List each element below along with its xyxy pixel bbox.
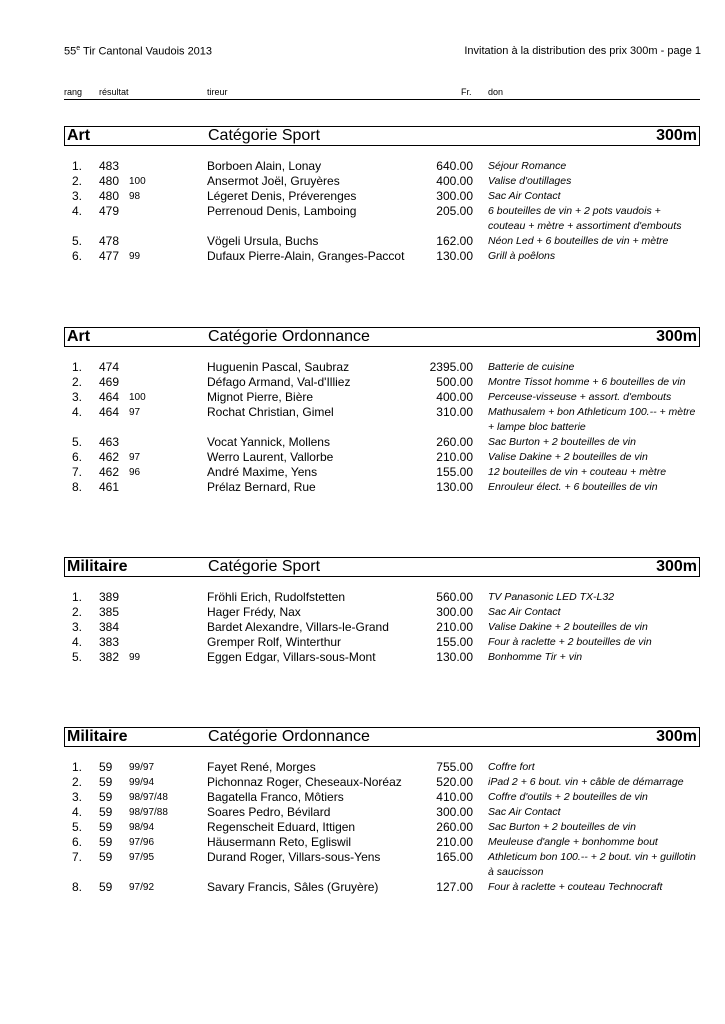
section-title-t2: Catégorie Ordonnance — [208, 328, 370, 345]
cell-sub: 97 — [129, 407, 141, 418]
cell-res: 477 — [99, 249, 120, 263]
cell-rank: 5. — [71, 820, 82, 834]
cell-fr: 127.00 — [436, 880, 473, 894]
cell-don: Bonhomme Tir + vin — [488, 651, 583, 663]
cell-don: Enrouleur élect. + 6 bouteilles de vin — [488, 481, 658, 493]
cell-sub: 100 — [129, 176, 146, 187]
cell-rank: 5. — [71, 234, 82, 248]
cell-res: 59 — [99, 805, 113, 819]
cell-sub: 99 — [129, 652, 141, 663]
section — [64, 557, 700, 664]
cell-res: 480 — [99, 189, 120, 203]
column-headers — [64, 87, 700, 100]
cell-sub: 99/94 — [129, 777, 155, 788]
cell-name: Gremper Rolf, Winterthur — [207, 635, 342, 649]
cell-sub: 99 — [129, 251, 141, 262]
section-title-t3: 300m — [656, 328, 697, 345]
cell-fr: 162.00 — [436, 234, 473, 248]
cell-name: Légeret Denis, Préverenges — [207, 189, 357, 203]
cell-don: Valise Dakine + 2 bouteilles de vin — [488, 451, 648, 463]
cell-res: 59 — [99, 775, 113, 789]
col-resultat: résultat — [99, 87, 129, 97]
cell-fr: 300.00 — [436, 605, 473, 619]
cell-rank: 2. — [71, 775, 82, 789]
cell-rank: 4. — [71, 805, 82, 819]
section-title-t3: 300m — [656, 728, 697, 745]
cell-res: 59 — [99, 835, 113, 849]
cell-res: 479 — [99, 204, 120, 218]
section-title-t1: Art — [67, 328, 91, 345]
cell-rank: 7. — [71, 465, 82, 479]
cell-rank: 7. — [71, 850, 82, 864]
cell-fr: 400.00 — [436, 174, 473, 188]
cell-don: Valise d'outillages — [488, 175, 572, 187]
cell-name: Mignot Pierre, Bière — [207, 390, 314, 404]
cell-res: 59 — [99, 820, 113, 834]
cell-don: Séjour Romance — [488, 160, 567, 172]
cell-name: Défago Armand, Val-d'Illiez — [207, 375, 351, 389]
section-title — [64, 727, 700, 747]
cell-sub: 99/97 — [129, 762, 155, 773]
cell-name: Eggen Edgar, Villars-sous-Mont — [207, 650, 376, 664]
cell-res: 385 — [99, 605, 120, 619]
cell-sub: 98 — [129, 191, 141, 202]
cell-don: Coffre d'outils + 2 bouteilles de vin — [488, 791, 648, 803]
section-title-t2: Catégorie Sport — [208, 558, 321, 575]
cell-don: Four à raclette + couteau Technocraft — [488, 881, 663, 893]
cell-fr: 300.00 — [436, 805, 473, 819]
col-rang: rang — [64, 87, 83, 97]
cell-fr: 640.00 — [436, 159, 473, 173]
cell-fr: 260.00 — [436, 435, 473, 449]
col-tireur: tireur — [207, 87, 228, 97]
cell-name: Dufaux Pierre-Alain, Granges-Paccot — [207, 249, 405, 263]
cell-name: Fayet René, Morges — [207, 760, 316, 774]
cell-name: Ansermot Joël, Gruyères — [207, 174, 340, 188]
cell-res: 483 — [99, 159, 120, 173]
cell-name: Bagatella Franco, Môtiers — [207, 790, 344, 804]
cell-res: 469 — [99, 375, 120, 389]
cell-rank: 6. — [71, 249, 82, 263]
section — [64, 727, 700, 894]
cell-fr: 520.00 — [436, 775, 473, 789]
cell-res: 59 — [99, 880, 113, 894]
cell-rank: 5. — [71, 435, 82, 449]
cell-res: 461 — [99, 480, 120, 494]
cell-sub: 96 — [129, 467, 141, 478]
cell-fr: 130.00 — [436, 480, 473, 494]
cell-don: Batterie de cuisine — [488, 361, 575, 373]
cell-don: Meuleuse d'angle + bonhomme bout — [488, 836, 658, 848]
cell-rank: 3. — [71, 620, 82, 634]
cell-don: Valise Dakine + 2 bouteilles de vin — [488, 621, 648, 633]
cell-res: 59 — [99, 790, 113, 804]
cell-name: Häusermann Reto, Egliswil — [207, 835, 352, 849]
cell-rank: 4. — [71, 405, 82, 419]
cell-rank: 8. — [71, 880, 82, 894]
cell-res: 464 — [99, 405, 120, 419]
cell-name: Savary Francis, Sâles (Gruyère) — [207, 880, 379, 894]
cell-sub: 97/96 — [129, 837, 155, 848]
cell-fr: 400.00 — [436, 390, 473, 404]
cell-don: Grill à poêlons — [488, 250, 556, 262]
cell-name: Rochat Christian, Gimel — [207, 405, 334, 419]
section — [64, 126, 700, 263]
section-title-t2: Catégorie Ordonnance — [208, 728, 370, 745]
cell-rank: 1. — [71, 760, 82, 774]
cell-fr: 155.00 — [436, 465, 473, 479]
cell-name: Bardet Alexandre, Villars-le-Grand — [207, 620, 389, 634]
cell-rank: 4. — [71, 204, 82, 218]
cell-sub: 97/95 — [129, 852, 155, 863]
cell-fr: 300.00 — [436, 189, 473, 203]
cell-res: 389 — [99, 590, 120, 604]
cell-res: 462 — [99, 465, 120, 479]
cell-rank: 4. — [71, 635, 82, 649]
section-title-t1: Militaire — [67, 728, 128, 745]
cell-rank: 6. — [71, 835, 82, 849]
cell-rank: 5. — [71, 650, 82, 664]
section-title — [64, 126, 700, 146]
cell-name: Hager Frédy, Nax — [207, 605, 301, 619]
section-title-t2: Catégorie Sport — [208, 127, 321, 144]
cell-don: iPad 2 + 6 bout. vin + câble de démarrage — [488, 776, 684, 788]
cell-name: Pichonnaz Roger, Cheseaux-Noréaz — [207, 775, 402, 789]
cell-don: Coffre fort — [488, 761, 535, 773]
cell-res: 480 — [99, 174, 120, 188]
cell-rank: 2. — [71, 605, 82, 619]
cell-sub: 97 — [129, 452, 141, 463]
cell-fr: 165.00 — [436, 850, 473, 864]
cell-fr: 500.00 — [436, 375, 473, 389]
cell-sub: 97/92 — [129, 882, 155, 893]
cell-name: Perrenoud Denis, Lamboing — [207, 204, 357, 218]
cell-res: 464 — [99, 390, 120, 404]
cell-fr: 560.00 — [436, 590, 473, 604]
cell-don: Sac Burton + 2 bouteilles de vin — [488, 436, 636, 448]
section-title — [64, 557, 700, 577]
section-title-t1: Art — [67, 127, 91, 144]
cell-rank: 2. — [71, 174, 82, 188]
section-title — [64, 327, 700, 347]
cell-res: 474 — [99, 360, 120, 374]
cell-name: Durand Roger, Villars-sous-Yens — [207, 850, 381, 864]
cell-don: Montre Tissot homme + 6 bouteilles de vin — [488, 376, 686, 388]
cell-sub: 98/94 — [129, 822, 155, 833]
col-don: don — [488, 87, 504, 97]
cell-don: Mathusalem + bon Athleticum 100.-- + mètre + lampe bloc batterie — [488, 406, 696, 433]
cell-rank: 8. — [71, 480, 82, 494]
cell-name: Borboen Alain, Lonay — [207, 159, 322, 173]
cell-name: Werro Laurent, Vallorbe — [207, 450, 334, 464]
page-info: Invitation à la distribution des prix 300m - page 1 — [464, 45, 701, 57]
cell-fr: 755.00 — [436, 760, 473, 774]
cell-don: TV Panasonic LED TX-L32 — [488, 591, 615, 603]
cell-don: Néon Led + 6 bouteilles de vin + mètre — [488, 235, 669, 247]
cell-fr: 310.00 — [436, 405, 473, 419]
cell-res: 463 — [99, 435, 120, 449]
cell-rank: 3. — [71, 790, 82, 804]
cell-don: Perceuse-visseuse + assort. d'embouts — [488, 391, 672, 403]
section-title-t3: 300m — [656, 127, 697, 144]
cell-sub: 100 — [129, 392, 146, 403]
cell-rank: 1. — [71, 159, 82, 173]
cell-name: Vögeli Ursula, Buchs — [207, 234, 319, 248]
cell-res: 384 — [99, 620, 120, 634]
cell-don: Athleticum bon 100.-- + 2 bout. vin + guillotin à saucisson — [488, 851, 696, 878]
cell-rank: 6. — [71, 450, 82, 464]
cell-fr: 260.00 — [436, 820, 473, 834]
cell-fr: 155.00 — [436, 635, 473, 649]
cell-res: 382 — [99, 650, 120, 664]
cell-don: 12 bouteilles de vin + couteau + mètre — [488, 466, 667, 478]
section — [64, 327, 700, 494]
section-title-t1: Militaire — [67, 558, 128, 575]
cell-don: Sac Air Contact — [488, 606, 561, 618]
cell-don: Sac Air Contact — [488, 806, 561, 818]
cell-fr: 130.00 — [436, 249, 473, 263]
col-fr: Fr. — [461, 87, 472, 97]
cell-sub: 98/97/48 — [129, 792, 168, 803]
document-title: 55e Tir Cantonal Vaudois 2013 — [64, 45, 213, 58]
cell-name: Prélaz Bernard, Rue — [207, 480, 316, 494]
cell-rank: 2. — [71, 375, 82, 389]
cell-name: Fröhli Erich, Rudolfstetten — [207, 590, 346, 604]
cell-name: Soares Pedro, Bévilard — [207, 805, 331, 819]
cell-res: 383 — [99, 635, 120, 649]
cell-fr: 205.00 — [436, 204, 473, 218]
cell-fr: 2395.00 — [429, 360, 473, 374]
cell-sub: 98/97/88 — [129, 807, 168, 818]
cell-name: Regenscheit Eduard, Ittigen — [207, 820, 356, 834]
cell-rank: 3. — [71, 189, 82, 203]
cell-don: Sac Air Contact — [488, 190, 561, 202]
cell-rank: 1. — [71, 360, 82, 374]
cell-name: Huguenin Pascal, Saubraz — [207, 360, 350, 374]
cell-don: Four à raclette + 2 bouteilles de vin — [488, 636, 652, 648]
cell-fr: 210.00 — [436, 835, 473, 849]
cell-fr: 210.00 — [436, 450, 473, 464]
cell-don: Sac Burton + 2 bouteilles de vin — [488, 821, 636, 833]
section-title-t3: 300m — [656, 558, 697, 575]
cell-fr: 210.00 — [436, 620, 473, 634]
cell-rank: 1. — [71, 590, 82, 604]
cell-name: Vocat Yannick, Mollens — [207, 435, 330, 449]
cell-res: 59 — [99, 850, 113, 864]
cell-fr: 410.00 — [436, 790, 473, 804]
cell-res: 478 — [99, 234, 120, 248]
cell-res: 59 — [99, 760, 113, 774]
cell-name: André Maxime, Yens — [207, 465, 318, 479]
cell-fr: 130.00 — [436, 650, 473, 664]
cell-don: 6 bouteilles de vin + 2 pots vaudois + couteau + mètre + assortiment d'embouts — [488, 205, 682, 232]
cell-rank: 3. — [71, 390, 82, 404]
cell-res: 462 — [99, 450, 120, 464]
